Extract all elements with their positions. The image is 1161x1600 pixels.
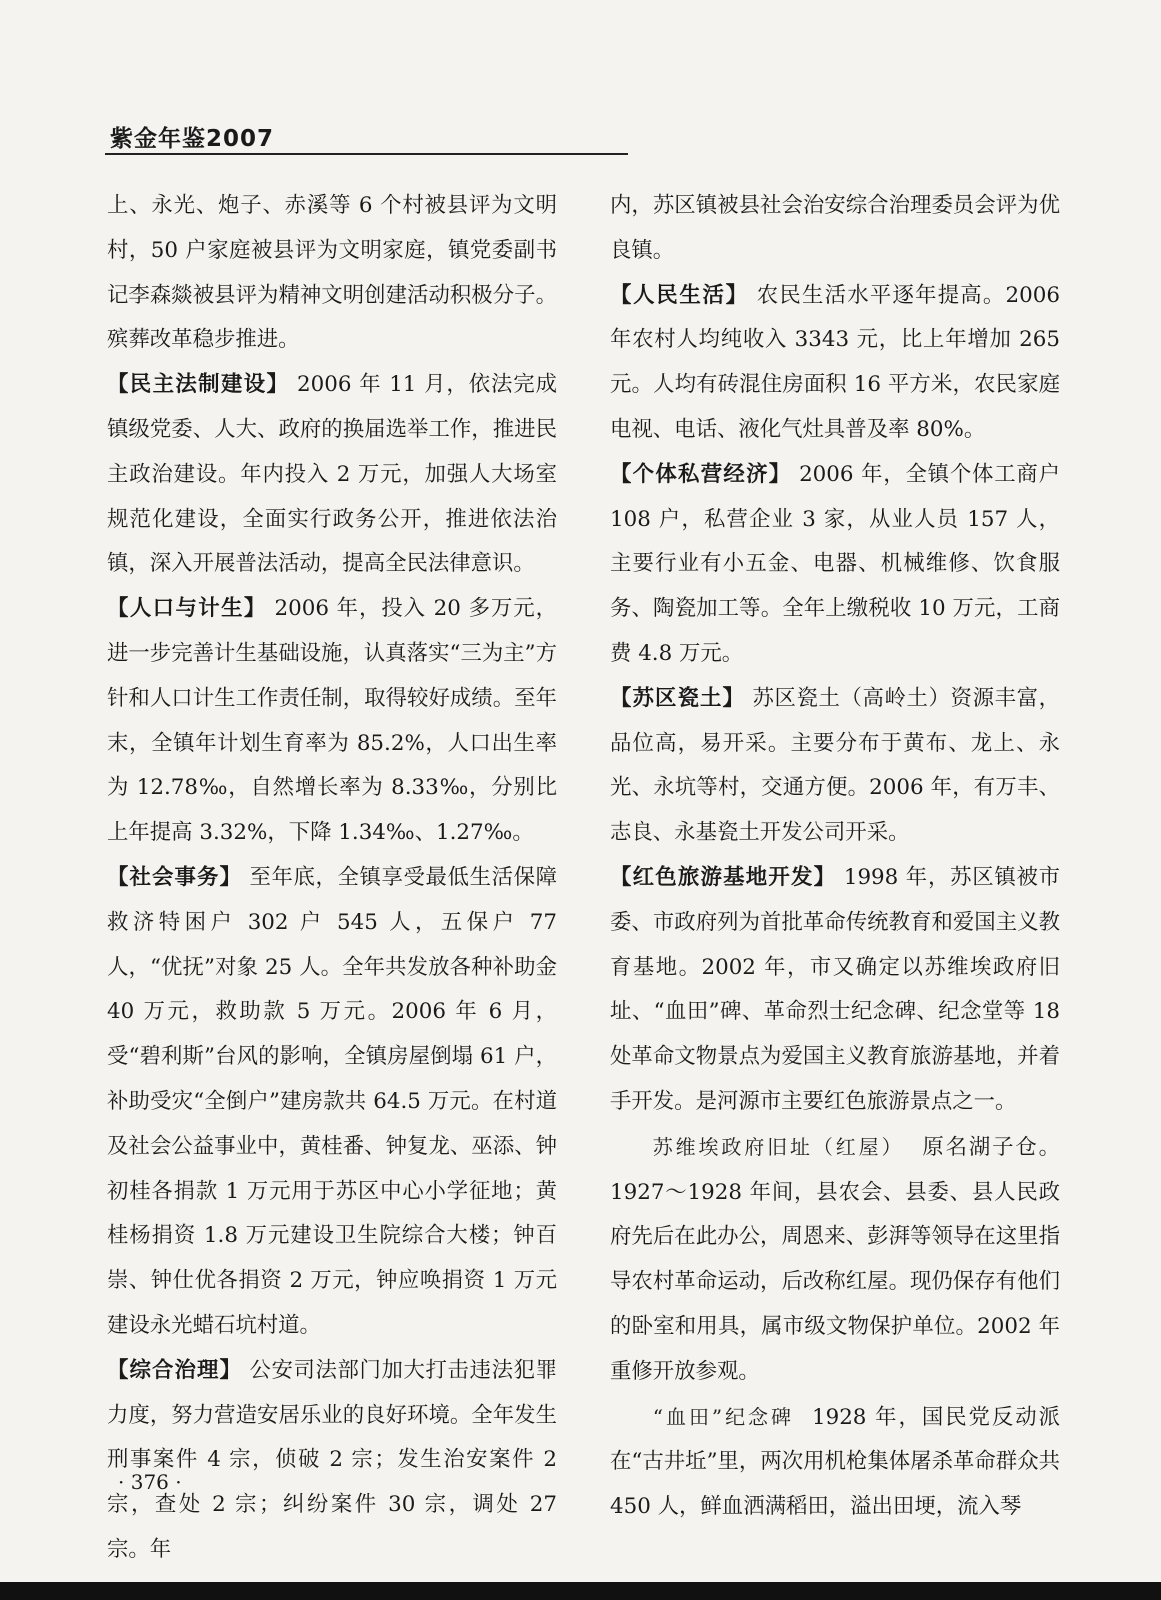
paragraph-continued: 上、永光、炮子、赤溪等 6 个村被县评为文明村，50 户家庭被县评为文明家庭，镇党委副书记李森燚被县评为精神文明创建活动积极分子。殡葬改革稳步推进。	[107, 193, 557, 353]
section-democracy-law: 【民主法制建设】 2006 年 11 月，依法完成镇级党委、人大、政府的换届选举工作，推进民主政治建设。年内投入 2 万元，加强人大场室规范化建设，全面实行政务公开，推进依法治镇，深入开展普法活动，提高全民法律意识。	[107, 372, 557, 577]
entry-blood-field-monument: “血田”纪念碑 1928 年，国民党反动派在“古井坵”里，两次用机枪集体屠杀革命群众共 450 人，鲜血洒满稻田，溢出田埂，流入琴	[610, 1404, 1060, 1520]
section-heading: 【人口与计生】	[107, 596, 267, 622]
left-column	[107, 184, 557, 1573]
entry-soviet-site: 苏维埃政府旧址（红屋） 原名湖子仓。1927～1928 年间，县农会、县委、县人民政府先后在此办公，周恩来、彭湃等领导在这里指导农村革命运动，后改称红屋。现仍保存有他们的卧室和用具，属市级文物保护单位。2002 年重修开放参观。	[610, 1134, 1060, 1384]
section-heading: 【人民生活】	[610, 282, 749, 308]
section-comprehensive-governance: 【综合治理】 公安司法部门加大打击违法犯罪力度，努力营造安居乐业的良好环境。全年发生刑事案件 4 宗，侦破 2 宗；发生治安案件 2 宗，查处 2 宗；纠纷案件 30 宗，调处 27 宗。年	[107, 1357, 557, 1562]
section-heading: 【社会事务】	[107, 864, 243, 890]
section-heading: 【个体私营经济】	[610, 461, 792, 487]
section-heading: 【红色旅游基地开发】	[610, 864, 837, 890]
entry-subheading: “血田”纪念碑	[652, 1404, 794, 1429]
section-heading: 【综合治理】	[107, 1357, 243, 1383]
entry-subheading: 苏维埃政府旧址（红屋）	[652, 1134, 905, 1159]
section-heading: 【苏区瓷土】	[610, 685, 746, 711]
section-people-life: 【人民生活】 农民生活水平逐年提高。2006 年农村人均纯收入 3343 元，比上年增加 265 元。人均有砖混住房面积 16 平方米，农民家庭电视、电话、液化气灶具普及率 80%。	[610, 282, 1060, 442]
section-private-economy: 【个体私营经济】 2006 年，全镇个体工商户 108 户，私营企业 3 家，从业人员 157 人，主要行业有小五金、电器、机械维修、饮食服务、陶瓷加工等。全年上缴税收 10 万元，工商费 4.8 万元。	[610, 461, 1060, 666]
paragraph-continued: 内，苏区镇被县社会治安综合治理委员会评为优良镇。	[610, 193, 1060, 263]
right-column	[610, 184, 1060, 1530]
page-number: · 376 ·	[118, 1470, 182, 1494]
section-social-affairs: 【社会事务】 至年底，全镇享受最低生活保障救济特困户 302 户 545 人，五保户 77 人，“优抚”对象 25 人。全年共发放各种补助金 40 万元，救助款 5 万元。2006 年 6 月，受“碧利斯”台风的影响，全镇房屋倒塌 61 户，补助受灾“全倒户”建房款共 64.5 万元。在村道及社会公益事业中，黄桂番、钟复龙、巫添、钟初桂各捐款 1 万元用于苏区中心小学征地；黄桂杨捐资 1.8 万元建设卫生院综合大楼；钟百崇、钟仕优各捐资 2 万元，钟应唤捐资 1 万元建设永光蜡石坑村道。	[107, 864, 557, 1338]
section-population-planning: 【人口与计生】 2006 年，投入 20 多万元，进一步完善计生基础设施，认真落实“三为主”方针和人口计生工作责任制，取得较好成绩。至年末，全镇年计划生育率为 85.2%，人口出生率为 12.78‰，自然增长率为 8.33‰，分别比上年提高 3.32%，下降 1.34‰、1.27‰。	[107, 596, 557, 846]
section-heading: 【民主法制建设】	[107, 372, 290, 398]
section-kaolin: 【苏区瓷土】 苏区瓷土（高岭土）资源丰富，品位高，易开采。主要分布于黄布、龙上、永光、永坑等村，交通方便。2006 年，有万丰、志良、永基瓷土开发公司开采。	[610, 685, 1060, 846]
section-red-tourism: 【红色旅游基地开发】 1998 年，苏区镇被市委、市政府列为首批革命传统教育和爱国主义教育基地。2002 年，市又确定以苏维埃政府旧址、“血田”碑、革命烈士纪念碑、纪念堂等 18 处革命文物景点为爱国主义教育旅游基地，并着手开发。是河源市主要红色旅游景点之一。	[610, 864, 1060, 1114]
scan-edge	[0, 1582, 1161, 1600]
header-rule	[105, 153, 628, 155]
running-header: 紫金年鉴2007	[110, 126, 275, 152]
